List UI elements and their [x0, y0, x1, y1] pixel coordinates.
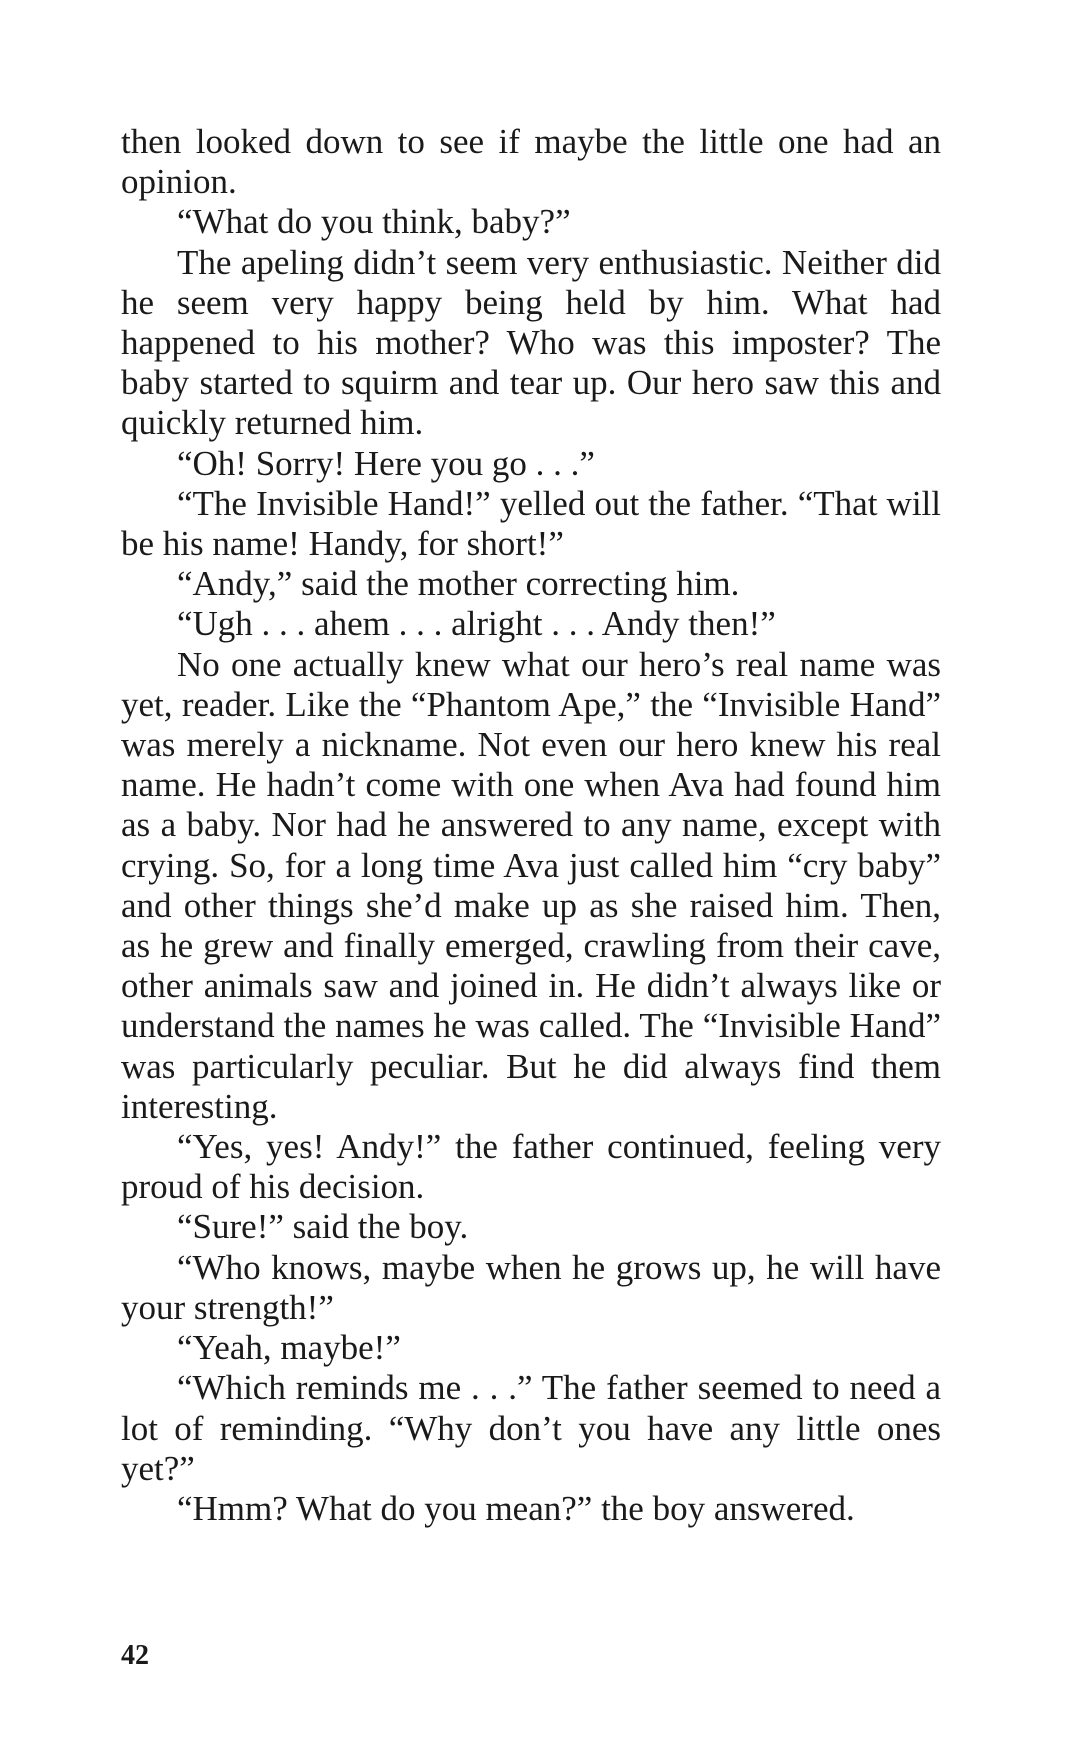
paragraph: The apeling didn’t seem very enthusiastic. Neither did he seem very happy being held by him. What had happened to his mother? Who was this imposter? The baby started to squirm and tear up. Our hero saw this and quickly returned him.	[121, 242, 941, 443]
body-text	[121, 122, 941, 1529]
paragraph: “Andy,” said the mother correcting him.	[177, 564, 740, 604]
paragraph: “Sure!” said the boy.	[177, 1207, 469, 1247]
paragraph: “Ugh . . . ahem . . . alright . . . Andy then!”	[177, 604, 776, 644]
paragraph: “Who knows, maybe when he grows up, he will have your strength!”	[121, 1247, 941, 1327]
paragraph: “What do you think, baby?”	[177, 202, 571, 242]
paragraph: “Hmm? What do you mean?” the boy answered.	[177, 1488, 855, 1528]
paragraph: “The Invisible Hand!” yelled out the father. “That will be his name! Handy, for short!”	[121, 483, 941, 564]
page-number: 42	[121, 1640, 149, 1671]
paragraph: No one actually knew what our hero’s real name was yet, reader. Like the “Phantom Ape,” the “Invisible Hand” was merely a nickname. Not even our hero knew his real name. He hadn’t come with one when Ava had found him as a baby. Nor had he answered to any name, except with crying. So, for a long time Ava just called him “cry baby” and other things she’d make up as she raised him. Then, as he grew and finally emerged, crawling from their cave, other animals saw and joined in. He didn’t always like or understand the names he was called. The “Invisible Hand” was particularly peculiar. But he did always find them interesting.	[121, 644, 941, 1126]
paragraph: “Yes, yes! Andy!” the father continued, feeling very proud of his decision.	[121, 1127, 941, 1207]
paragraph: “Yeah, maybe!”	[177, 1328, 401, 1368]
paragraph: “Which reminds me . . .” The father seemed to need a lot of reminding. “Why don’t you have any little ones yet?”	[121, 1368, 941, 1488]
paragraph: then looked down to see if maybe the little one had an opinion.	[121, 122, 941, 202]
paragraph: “Oh! Sorry! Here you go . . .”	[177, 443, 595, 483]
